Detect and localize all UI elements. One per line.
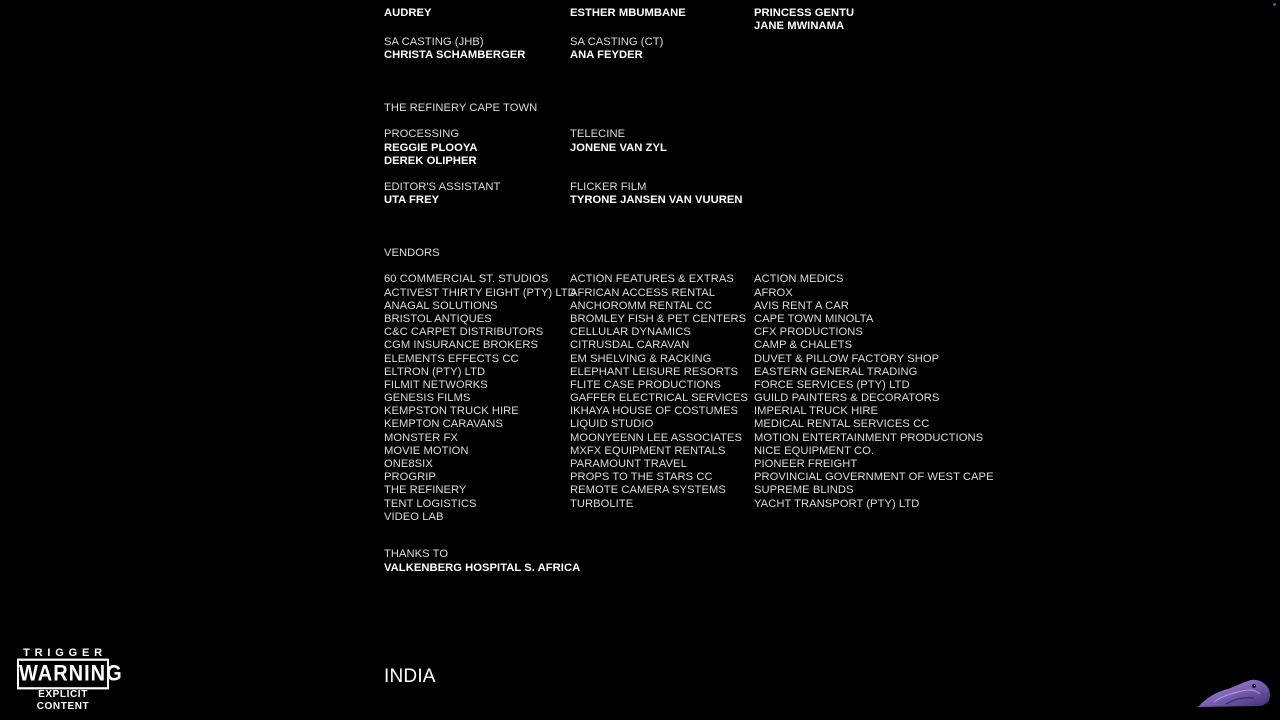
section-title: VENDORS	[384, 247, 440, 260]
next-section-title: INDIA	[384, 666, 436, 687]
vendor-name: BROMLEY FISH & PET CENTERS	[570, 312, 747, 325]
vendor-name: TENT LOGISTICS	[384, 497, 477, 510]
vendor-name: MOTION ENTERTAINMENT PRODUCTIONS	[754, 431, 984, 444]
section-heading	[384, 102, 984, 115]
credit-role: THANKS TO	[384, 548, 449, 561]
vendors-column-2	[570, 273, 748, 510]
vendor-name: ONE8SIX	[384, 458, 433, 471]
vendor-name: C&C CARPET DISTRIBUTORS	[384, 326, 544, 339]
credit-name: CHRISTA SCHAMBERGER	[384, 49, 526, 62]
vendor-name: SUPREME BLINDS	[754, 484, 854, 497]
vendor-name: TURBOLITE	[570, 497, 634, 510]
vendor-name: FORCE SERVICES (PTY) LTD	[754, 378, 910, 391]
vendor-name: ACTION FEATURES & EXTRAS	[570, 273, 734, 286]
vendor-name: IKHAYA HOUSE OF COSTUMES	[570, 405, 738, 418]
vendor-name: PARAMOUNT TRAVEL	[570, 458, 687, 471]
vendor-name: ANAGAL SOLUTIONS	[384, 299, 498, 312]
creature-logo-icon	[1196, 676, 1272, 710]
credit-role: PROCESSING	[384, 128, 460, 141]
vendor-name: ACTIVEST THIRTY EIGHT (PTY) LTD	[384, 286, 576, 299]
vendor-name: EM SHELVING & RACKING	[570, 352, 712, 365]
badge-line-explicit: EXPLICIT CONTENT	[36, 689, 90, 712]
credits-row	[384, 142, 984, 155]
credits-row	[384, 562, 984, 575]
vendor-name: DUVET & PILLOW FACTORY SHOP	[754, 352, 940, 365]
badge-line-warning: WARNING	[17, 659, 109, 690]
vendor-name: KEMPSTON TRUCK HIRE	[384, 405, 519, 418]
section-heading	[384, 247, 984, 260]
vendor-name: VIDEO LAB	[384, 510, 444, 523]
credit-role: FLICKER FILM	[570, 181, 647, 194]
vendor-name: EASTERN GENERAL TRADING	[754, 365, 918, 378]
vendors-list	[384, 273, 994, 524]
badge-line-trigger: TRIGGER	[23, 647, 107, 659]
vendor-name: ELTRON (PTY) LTD	[384, 365, 486, 378]
vendor-name: BRISTOL ANTIQUES	[384, 312, 492, 325]
vendor-name: YACHT TRANSPORT (PTY) LTD	[754, 497, 920, 510]
vendor-name: GENESIS FILMS	[384, 392, 471, 405]
section-title: THE REFINERY CAPE TOWN	[384, 101, 538, 114]
credits-roll	[384, 7, 994, 575]
vendor-name: MONSTER FX	[384, 431, 458, 444]
vendor-name: PIONEER FREIGHT	[754, 458, 858, 471]
vendor-name: REMOTE CAMERA SYSTEMS	[570, 484, 726, 497]
vendor-name: ELEPHANT LEISURE RESORTS	[570, 365, 739, 378]
credits-row	[384, 49, 984, 62]
vendor-name: CFX PRODUCTIONS	[754, 326, 863, 339]
credits-row	[384, 20, 984, 33]
vendor-name: IMPERIAL TRUCK HIRE	[754, 405, 879, 418]
vendor-name: PROGRIP	[384, 471, 436, 484]
credit-name: TYRONE JANSEN VAN VUUREN	[570, 194, 743, 207]
credits-row	[384, 181, 984, 194]
credit-name: REGGIE PLOOYA	[384, 141, 478, 154]
vendor-name: MOONYEENN LEE ASSOCIATES	[570, 431, 742, 444]
credit-name: PRINCESS GENTU	[754, 7, 855, 19]
vendor-name: CAPE TOWN MINOLTA	[754, 312, 874, 325]
vendors-column-1	[384, 273, 576, 524]
vendor-name: GAFFER ELECTRICAL SERVICES	[570, 392, 748, 405]
credits-top-row	[384, 7, 984, 20]
credit-name: JANE MWINAMA	[754, 20, 845, 33]
vendor-name: LIQUID STUDIO	[570, 418, 654, 431]
vendor-name: ANCHOROMM RENTAL CC	[570, 299, 713, 312]
vendor-name: MOVIE MOTION	[384, 444, 469, 457]
vendor-name: CAMP & CHALETS	[754, 339, 853, 352]
vendor-name: ELEMENTS EFFECTS CC	[384, 352, 519, 365]
credit-name: JONENE VAN ZYL	[570, 141, 667, 154]
credit-name: ANA FEYDER	[570, 49, 643, 62]
trigger-warning-badge	[17, 647, 123, 712]
vendor-name: CELLULAR DYNAMICS	[570, 326, 691, 339]
credits-row	[384, 128, 984, 141]
vendor-name: AFRICAN ACCESS RENTAL	[570, 286, 716, 299]
vendor-name: CITRUSDAL CARAVAN	[570, 339, 690, 352]
vendor-name: MEDICAL RENTAL SERVICES CC	[754, 418, 930, 431]
vendor-name: AFROX	[754, 286, 793, 299]
vendor-name: CGM INSURANCE BROKERS	[384, 339, 538, 352]
credit-role: SA CASTING (JHB)	[384, 35, 484, 48]
vendor-name: 60 COMMERCIAL ST. STUDIOS	[384, 273, 549, 286]
credit-role: EDITOR'S ASSISTANT	[384, 181, 501, 194]
vendor-name: GUILD PAINTERS & DECORATORS	[754, 392, 940, 405]
credit-role: TELECINE	[570, 128, 626, 141]
credit-name: DEREK OLIPHER	[384, 154, 477, 167]
vendor-name: PROPS TO THE STARS CC	[570, 471, 713, 484]
vendor-name: MXFX EQUIPMENT RENTALS	[570, 444, 726, 457]
credits-row	[384, 155, 984, 168]
credits-row	[384, 548, 984, 561]
vendor-name: NICE EQUIPMENT CO.	[754, 444, 875, 457]
vendor-name: FLITE CASE PRODUCTIONS	[570, 378, 721, 391]
credit-name: AUDREY	[384, 7, 432, 19]
credit-name: ESTHER MBUMBANE	[570, 7, 686, 19]
vendor-name: AVIS RENT A CAR	[754, 299, 849, 312]
credit-name: UTA FREY	[384, 194, 440, 207]
vendor-name: KEMPTON CARAVANS	[384, 418, 503, 431]
vendors-column-3	[754, 273, 994, 510]
vendor-name: ACTION MEDICS	[754, 273, 844, 286]
vendor-name: PROVINCIAL GOVERNMENT OF WEST CAPE	[754, 471, 994, 484]
credit-role: SA CASTING (CT)	[570, 35, 664, 48]
credits-row	[384, 36, 984, 49]
corner-dot	[1273, 3, 1276, 6]
vendor-name: FILMIT NETWORKS	[384, 378, 488, 391]
vendor-name: THE REFINERY	[384, 484, 467, 497]
credits-row	[384, 194, 984, 207]
credit-name: VALKENBERG HOSPITAL S. AFRICA	[384, 561, 581, 574]
